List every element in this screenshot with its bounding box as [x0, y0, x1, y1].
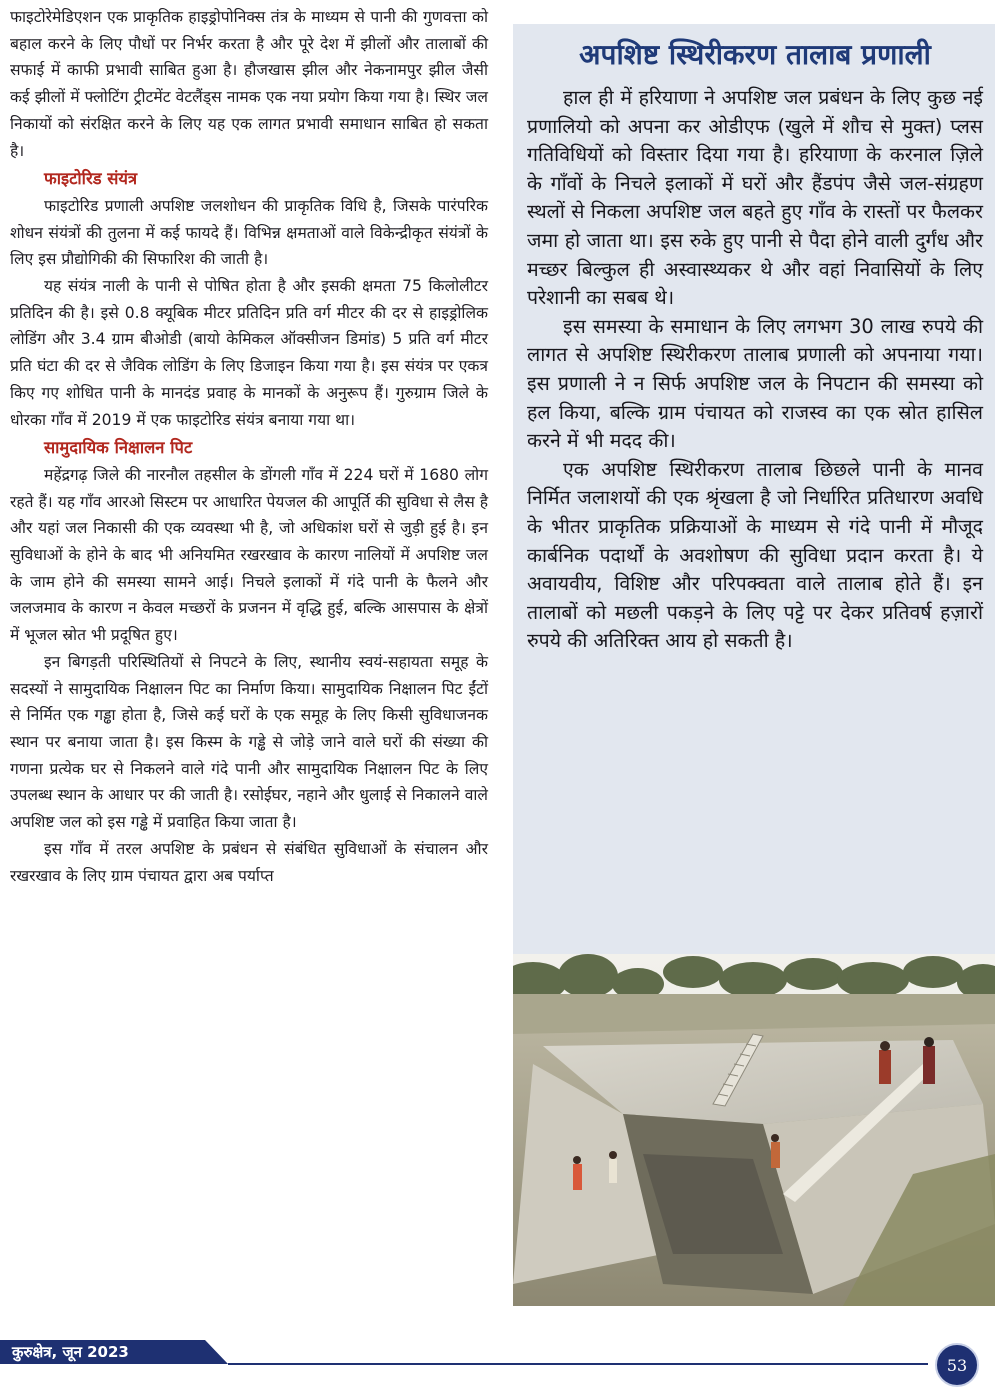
section-heading-phytorid: फाइटोरिड संयंत्र — [44, 169, 138, 189]
sidebar-title: अपशिष्ट स्थिरीकरण तालाब प्रणाली — [579, 38, 931, 71]
magazine-name: कुरुक्षेत्र, जून 2023 — [12, 1343, 129, 1361]
soak-pit-paragraph: इस गाँव में तरल अपशिष्ट के प्रबंधन से संबंधित सुविधाओं के संचालन और रखरखाव के लिए ग्राम पंचायत द्वारा अब पर्याप्त — [10, 839, 488, 885]
phytorid-paragraph: फाइटोरिड प्रणाली अपशिष्ट जलशोधन की प्राकृतिक विधि है, जिसके पारंपरिक शोधन संयंत्रों की तुलना में कई फायदे हैं। विभिन्न क्षमताओं वाले विकेन्द्रीकृत संयंत्रों के लिए इस प्रौद्योगिकी की सिफारिश की जाती है। — [10, 196, 488, 269]
main-article-column — [10, 4, 488, 889]
sidebar-box — [513, 24, 995, 1306]
soak-pit-paragraph: इन बिगड़ती परिस्थितियों से निपटने के लिए, स्थानीय स्वयं-सहायता समूह के सदस्यों ने सामुदायिक निक्षालन पिट का निर्माण किया। सामुदायिक निक्षालन पिट ईंटों से निर्मित एक गड्ढा होता है, जिसे कई घरों के एक समूह के लिए किसी सुविधाजनक स्थान पर बनाया जाता है। इस किस्म के गड्ढे से जोड़े जाने वाले घरों की संख्या की गणना प्रत्येक घर से निकलने वाले गंदे पानी और सामुदायिक निक्षालन पिट के लिए उपलब्ध स्थान के आधार पर की जाती है। रसोईघर, नहाने और धुलाई से निकालने वाले अपशिष्ट जल को इस गड्ढे में प्रवाहित किया जाता है। — [10, 652, 488, 832]
phytorid-paragraph: यह संयंत्र नाली के पानी से पोषित होता है और इसकी क्षमता 75 किलोलीटर प्रतिदिन की है। इसे 0.8 क्यूबिक मीटर प्रतिदिन प्रति वर्ग मीटर की दर से हाइड्रोलिक लोडिंग और 3.4 ग्राम बीओडी (बायो केमिकल ऑक्सीजन डिमांड) 5 प्रति वर्ग मीटर प्रति घंटा की दर से जैविक लोडिंग के लिए डिजाइन किया गया है। इस संयंत्र पर एकत्र किए गए शोधित पानी के मानदंड प्रवाह के मानकों के अनुरूप हैं। गुरुग्राम जिले के धोरका गाँव में 2019 में एक फाइटोरिड संयंत्र बनाया गया था। — [10, 277, 488, 429]
page-number: 53 — [935, 1343, 979, 1387]
intro-paragraph: फाइटोरेमेडिएशन एक प्राकृतिक हाइड्रोपोनिक्स तंत्र के माध्यम से पानी की गुणवत्ता को बहाल करने के लिए पौधों पर निर्भर करता है और पूरे देश में झीलों और तालाबों की सफाई में काफी प्रभावी साबित हुआ है। हौजखास झील और नेकनामपुर झील जैसी कई झीलों में फ्लोटिंग ट्रीटमेंट वेटलैंड्स नामक एक नया प्रयोग किया गया है। स्थिर जल निकायों को संरक्षित करने के लिए यह एक लागत प्रभावी समाधान साबित हो सकता है। — [10, 8, 488, 160]
sidebar-paragraph: हाल ही में हरियाणा ने अपशिष्ट जल प्रबंधन के लिए कुछ नई प्रणालियो को अपना कर ओडीएफ (खुले में शौच से मुक्त) प्लस गतिविधियों को विस्तार दिया गया है। हरियाणा के करनाल ज़िले के गाँवों के निचले इलाकों में घरों और हैंडपंप जैसे जल-संग्रहण स्थलों से निकला अपशिष्ट जल बहते हुए गाँव के रास्तों पर फैलकर जमा हो जाता था। इस रुके हुए पानी से पैदा होने वाली दुर्गंध और मच्छर बिल्कुल ही अस्वास्थ्यकर थे और वहां निवासियों के लिए परेशानी का सबब थे। — [527, 86, 983, 310]
section-heading-soak-pit: सामुदायिक निक्षालन पिट — [44, 438, 193, 458]
pond-construction-photo — [513, 954, 995, 1306]
soak-pit-paragraph: महेंद्रगढ़ जिले की नारनौल तहसील के डोंगली गाँव में 224 घरों में 1680 लोग रहते हैं। यह गाँव आरओ सिस्टम पर आधारित पेयजल की आपूर्ति की सुविधा से लैस है और यहां जल निकासी की एक व्यवस्था भी है, जो अधिकांश घरों से जुड़ी हुई है। इन सुविधाओं के होने के बाद भी अनियमित रखरखाव के कारण नालियों में अपशिष्ट जल के जाम होने की समस्या सामने आई। निचले इलाकों में गंदे पानी के फैलने और जलजमाव के कारण न केवल मच्छरों के प्रजनन में वृद्धि हुई, बल्कि आसपास के क्षेत्रों में भूजल स्रोत भी प्रदूषित हुए। — [10, 465, 488, 645]
sidebar-paragraph: इस समस्या के समाधान के लिए लगभग 30 लाख रुपये की लागत से अपशिष्ट स्थिरीकरण तालाब प्रणाली को अपनाया गया। इस प्रणाली ने न सिर्फ अपशिष्ट जल के निपटान की समस्या को हल किया, बल्कि ग्राम पंचायत को राजस्व का एक स्रोत हासिल करने में भी मदद की। — [527, 314, 983, 453]
sidebar-paragraph: एक अपशिष्ट स्थिरीकरण तालाब छिछले पानी के मानव निर्मित जलाशयों की एक श्रृंखला है जो निर्धारित प्रतिधारण अवधि के भीतर प्राकृतिक प्रक्रियाओं के माध्यम से गंदे पानी में मौजूद कार्बनिक पदार्थों के अवशोषण की सुविधा प्रदान करता है। ये अवायवीय, विशिष्ट और परिपक्वता वाले तालाब होते हैं। इन तालाबों को मछली पकड़ने के लिए पट्टे पर देकर प्रतिवर्ष हज़ारों रुपये की अतिरिक्त आय हो सकती है। — [527, 457, 983, 653]
footer-rule — [228, 1363, 928, 1365]
